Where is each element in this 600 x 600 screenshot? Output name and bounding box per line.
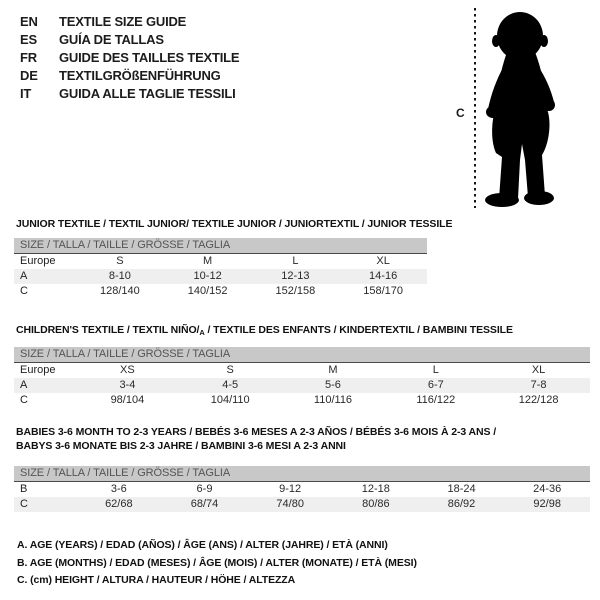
table-row (14, 363, 590, 378)
language-row (20, 31, 239, 49)
size-header-bar: SIZE / TALLA / TAILLE / GRÖSSE / TAGLIA (14, 238, 427, 254)
table-cell: XL (531, 364, 546, 376)
table-cell: 158/170 (363, 285, 403, 297)
table-cell: 122/128 (518, 394, 559, 406)
language-label: GUÍA DE TALLAS (59, 32, 164, 47)
row-label: C (20, 285, 28, 297)
table-row (14, 497, 590, 512)
row-label: A (20, 379, 28, 391)
table-cell: 6-9 (196, 483, 213, 495)
footnotes (17, 537, 417, 590)
table-cell: L (292, 255, 299, 267)
children-table-title (16, 323, 590, 340)
table-cell: S (116, 255, 124, 267)
language-label: TEXTILGRÖßENFÜHRUNG (59, 68, 221, 83)
row-label: A (20, 270, 28, 282)
table-cell: 68/74 (190, 498, 219, 510)
table-cell: 104/110 (210, 394, 250, 406)
table-cell: 140/152 (187, 285, 228, 297)
language-row (20, 67, 239, 85)
table-cell: 14-16 (369, 270, 398, 282)
language-code: EN (20, 14, 38, 29)
table-cell: 8-10 (108, 270, 131, 282)
table-cell: 92/98 (533, 498, 561, 510)
table-cell: S (226, 364, 234, 376)
row-label: C (20, 394, 28, 406)
language-code: IT (20, 86, 32, 101)
table-cell: 86/92 (447, 498, 476, 510)
table-cell: 74/80 (276, 498, 304, 510)
table-row (14, 482, 590, 497)
language-label: GUIDE DES TAILLES TEXTILE (59, 50, 240, 65)
table-cell: 110/116 (313, 394, 353, 406)
table-cell: 62/68 (105, 498, 133, 510)
row-label: C (20, 498, 28, 510)
children-title-text: / TEXTILE DES ENFANTS / KINDERTEXTIL / BAMBINI TESSILE (204, 324, 513, 336)
table-row (14, 393, 590, 408)
table-cell: 18-24 (447, 483, 476, 495)
table-cell: 10-12 (193, 270, 222, 282)
table-cell: 80/86 (362, 498, 390, 510)
language-row (20, 85, 239, 103)
table-cell: 128/140 (99, 285, 140, 297)
junior-section (14, 217, 453, 299)
children-size-table (14, 347, 590, 408)
table-row (14, 254, 427, 269)
table-cell: 12-18 (361, 483, 390, 495)
table-row (14, 378, 590, 393)
table-cell: XS (120, 364, 135, 376)
table-cell: 3-4 (119, 379, 136, 391)
table-cell: 116/122 (416, 394, 456, 406)
babies-size-table (14, 466, 590, 512)
table-cell: L (432, 364, 439, 376)
babies-section (14, 425, 590, 512)
table-cell: 152/158 (275, 285, 316, 297)
size-header-bar: SIZE / TALLA / TAILLE / GRÖSSE / TAGLIA (14, 466, 590, 482)
babies-table-title-line1: BABIES 3-6 MONTH TO 2-3 YEARS / BEBÉS 3-6 MESES A 2-3 AÑOS / BÉBÉS 3-6 MOIS À 2-3 ANS / (16, 426, 497, 438)
table-cell: 6-7 (427, 379, 444, 391)
children-title-text: CHILDREN'S TEXTILE / TEXTIL NIÑO/ (16, 324, 200, 336)
children-section (14, 323, 590, 408)
language-label: GUIDA ALLE TAGLIE TESSILI (59, 86, 236, 101)
table-cell: 24-36 (533, 483, 562, 495)
junior-size-table (14, 238, 427, 299)
table-cell: 7-8 (530, 379, 547, 391)
row-label: B (20, 483, 28, 495)
language-row (20, 13, 239, 31)
table-cell: 3-6 (110, 483, 127, 495)
language-code: FR (20, 50, 37, 65)
children-title-subscript: A (199, 328, 205, 337)
table-cell: 98/104 (110, 394, 145, 406)
size-header-bar: SIZE / TALLA / TAILLE / GRÖSSE / TAGLIA (14, 347, 590, 363)
footnote-b: B. AGE (MONTHS) / EDAD (MESES) / ÂGE (MOIS) / ALTER (MONATE) / ETÀ (MESI) (17, 556, 417, 569)
table-cell: M (203, 255, 213, 267)
table-row (14, 284, 427, 299)
row-label: Europe (20, 255, 56, 267)
table-cell: 4-5 (222, 379, 239, 391)
language-code: ES (20, 32, 37, 47)
babies-table-title-line2: BABYS 3-6 MONATE BIS 2-3 JAHRE / BAMBINI 3-6 MESI A 2-3 ANNI (16, 440, 346, 452)
footnote-c: C. (cm) HEIGHT / ALTURA / HAUTEUR / HÖHE / ALTEZZA (17, 574, 296, 586)
table-cell: 5-6 (325, 379, 341, 391)
language-row (20, 49, 239, 67)
row-label: Europe (20, 364, 56, 376)
table-cell: XL (376, 255, 390, 267)
footnote-a: A. AGE (YEARS) / EDAD (AÑOS) / ÂGE (ANS) / ALTER (JAHRE) / ETÀ (ANNI) (17, 539, 388, 551)
table-cell: 9-12 (279, 483, 302, 495)
table-cell: M (328, 364, 338, 376)
baby-silhouette-image (483, 10, 573, 208)
language-code: DE (20, 68, 38, 83)
height-marker-label: C (456, 106, 465, 120)
language-list (20, 13, 239, 103)
junior-table-title: JUNIOR TEXTILE / TEXTIL JUNIOR/ TEXTILE JUNIOR / JUNIORTEXTIL / JUNIOR TESSILE (16, 218, 453, 230)
table-cell: 12-13 (281, 270, 310, 282)
table-row (14, 269, 427, 284)
height-dotted-line (474, 8, 476, 208)
language-label: TEXTILE SIZE GUIDE (59, 14, 187, 29)
